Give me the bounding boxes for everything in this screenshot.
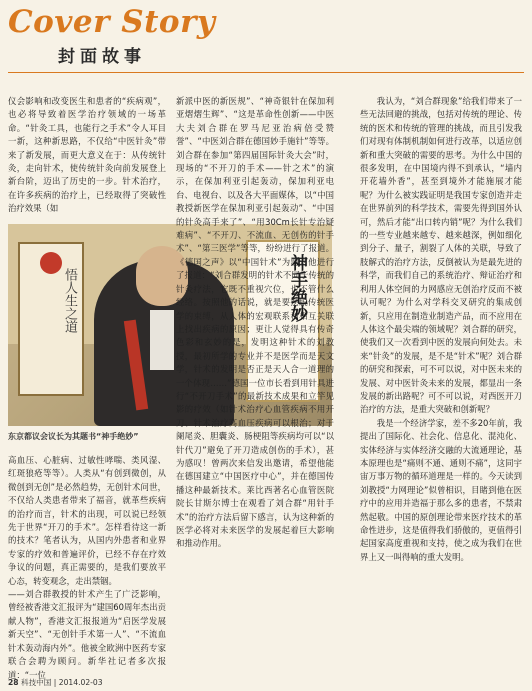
column-3 xyxy=(360,95,522,564)
section-subtitle: 封面故事 xyxy=(58,47,146,67)
header-divider xyxy=(8,72,524,73)
column-1-bottom xyxy=(8,454,166,682)
issue-date: 2014.02-03 xyxy=(58,678,103,687)
column-1-top xyxy=(8,95,166,216)
column-2-text: 新派中医的新医规”、“神奇银针在保加利亚熠熠生辉”、“这是革命性创新——中医大夫刘合群在罗马尼亚治病倍受赞誉”、“中医刘合群在德国妙手施针”等等。刘合群在参加“第四届国际针灸大会”时，现场的“不开刀的手术——针之术”的演示，在保加利亚引起轰动，保加利亚电台、电视台、以及各大平面媒体，以“中国教授新医学在保加利亚引起轰动”、“中国的针灸高手来了”、“用30Cm长针专治疑难病”、“不开刀、不流血、无创伤的针手术”、“第三医学”等等，纷纷进行了报道。《德国之声》以“中国针术”为题对他进行了报道：“刘合群发明的针术不同于传统的针灸疗法，它既不重视穴位，也不管什么经络。按照他的话说，就是要摆脱传统医学的束缚，从人体的宏观联系和相互关联上找出疾病的原因；更让人觉得具有传奇色彩和玄妙的是，发明这种针术的刘教授，最初所学的专业并不是医学而是天文学，针术的发明是否正是天人合一道理的一个体现……”德国一位市长看到用针具进行“不开刀手术”的最新技术成果和立竿见影的疗效（如针术治疗心血管疾病不用开刀、针术治疗高血压疾病可以根治；对于阑尾炎、胆囊炎、肠梗阻等疾病均可以“以针代刀”避免了开刀造成创伤的手术），甚为感叹！曾两次来信发出邀请，希望他能在德国建立“中国医疗中心”，并在德国传播这种最新技术。莱比西著名心血管医院院长甘斯尔博士在观看了刘合群“用针手术”的治疗方法后留下感言，认为这种新的医学必将对未来医学的发展起着巨大影响和推动作用。 xyxy=(176,96,334,549)
calligraphy-right-text: 神手绝妙 xyxy=(287,254,307,322)
page-number: 28 xyxy=(8,678,19,687)
photo-caption: 东京都议会议长为其题书“神手绝妙” xyxy=(8,432,139,441)
column-3-paragraph-2: 我是一个经济学家，差不多20年前，我提出了国际化、社会化、信息化、混沌化、实体经济与实体经济交融的大流通理论，基本原理也是“痛则不通、通则不痛”，这同宇宙万事万物的循环道理是一样的。今天读到刘教授“力网理论”似曾相识，目睹到他在医疗中的应用并造福于那么多的患者，不禁肃然起敬。中国的原创理论带来医疗技术的革命性进步，这是值得我们骄傲的，更值得引起国家高度重视和支持，使之成为我们在世界上又一叫得响的重大发明。 xyxy=(360,417,522,562)
magazine-name: 科技中国 xyxy=(21,678,52,687)
column-1-bottom-text: 高血压、心脏病、过敏性哮喘、类风湿、红斑狼疮等等）。人类从“有创到微创，从微创到无创”是必然趋势，无创针术问世，不仅给人类患者带来了福音，就革些疾病的治疗而言，针术的出现，可以说已经领先于世界“开刀的手术”。怎样看待这一新的技术？笔者认为，从国内外患者和业界专家的疗效和普遍评价，已经不存在疗效争议的问题，真正需要的，是我们要放平心态，转变观念，走出禁锢。 ——刘合群教授的针术产生了广泛影响，曾经被香港文汇报评为“建国60周年杰出贡献人物”，香港文汇报报道为“启医学发展新天空”、“无创针手术第一人”、“不流血针术轰动海内外”。他被全欧洲中医药专家联合会聘为顾问。新华社记者多次报道：“一位 xyxy=(8,455,166,680)
column-2 xyxy=(176,95,334,551)
page-footer: 28 科技中国 | 2014.02-03 xyxy=(8,678,103,687)
column-1-top-text: 仪会影响和改变医生和患者的“疾病观”，也必将导致着医学治疗领域的一场革命。“针灸工具，也能行之手术”令人耳目一新，这种新思路，不仅给“中医针灸”带来了新发展，而更大意义在于：从传统针灸，走向针术，使传统针灸向前发展登上新台阶，迈出了历史的一步。针术治疗，在许多疾病的治疗上，已经取得了突破性治疗效果（如 xyxy=(8,96,166,214)
person-shirt xyxy=(150,310,174,370)
page-header xyxy=(0,0,532,92)
section-title: Cover Story xyxy=(8,4,216,40)
column-3-paragraph-1: 我认为，“刘合群现象”给我们带来了一些无法回避的挑战，包括对传统的理论、传统的医术和传统的管理的挑战，而且引发我们对现有体制机制如何进行改革，以适应创新和重大突破的需要的思考。为什么中国的很多发明，在中国境内得不到承认，“墙内开花墙外香”，甚至到境外才能施展才能呢？为什么被实践证明是我国专家创造并走在世界前列的科学技术，需要先得到国外认可，然后才能“出口转内销”呢？为什么我们的一些专业越来越专、越来越深，例如细化到分子、量子，割裂了人体的关联，导致了肢解式的治疗方法，反倒被认为是最先进的科学，而我们自己的系统治疗、辩证治疗和利用人体空间的力网感应无创治疗反而不被认可呢？为什么对学科交叉研究的集成创新，只应用在制造业制造产品，而不应用在人体这个最尖端的领域呢？刘合群的研究，使我们又一次看到中医的发展向何处去。未来“针灸”的发展，是不是“针术”呢？刘合群的研究和探索，可不可以说，对中医未来的发展、对中医针灸未来的发展，都显出一条发展的新出路呢？可不可以说，对西医开刀治疗的方法，是重大突破和创新呢？ xyxy=(360,96,522,415)
calligraphy-left-text: 悟人生之道 xyxy=(62,268,77,333)
